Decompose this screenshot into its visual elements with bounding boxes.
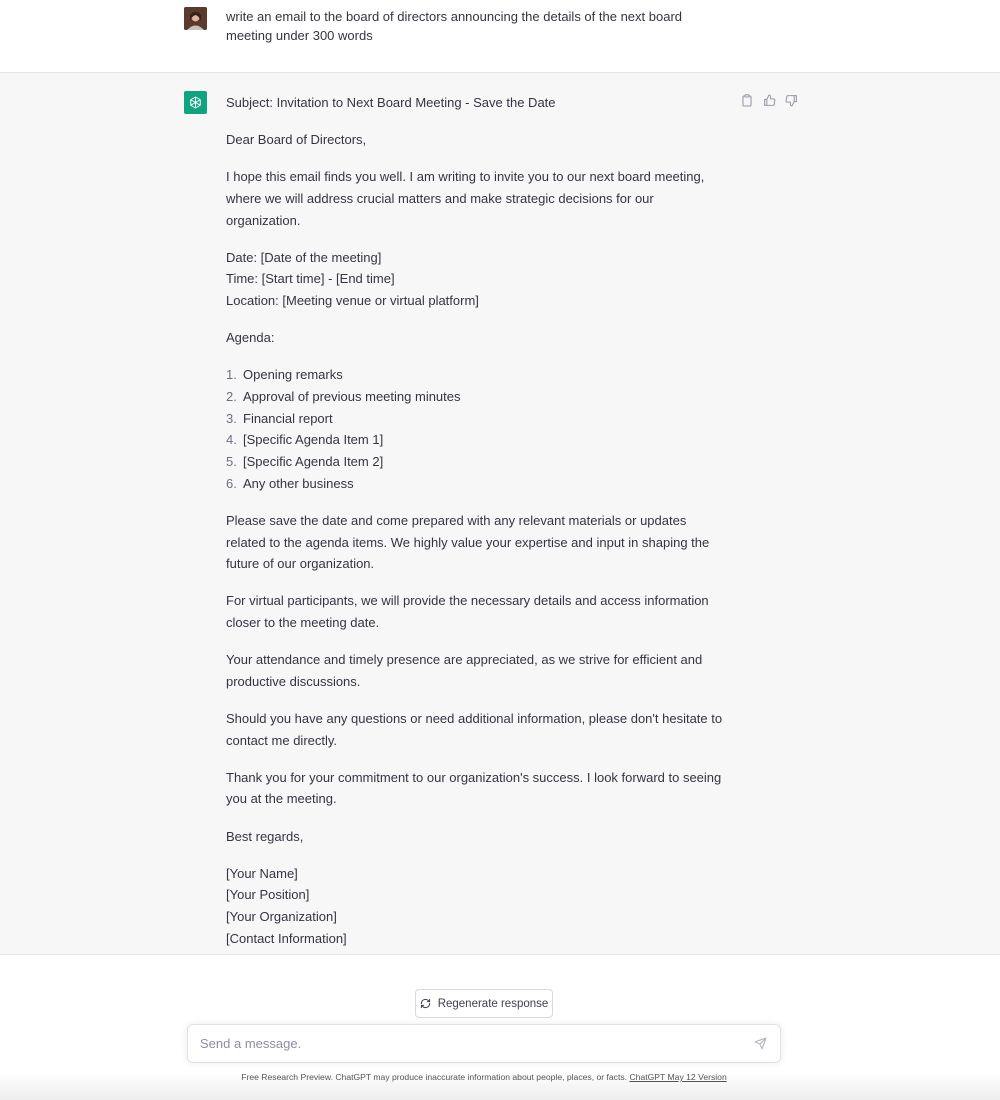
list-item-number: 2.	[226, 388, 237, 404]
list-item	[226, 408, 726, 430]
composer-area	[0, 955, 1000, 1100]
footer-text: Free Research Preview. ChatGPT may produce inaccurate information about people, places, or facts.	[241, 1072, 628, 1082]
thumbs-up-icon[interactable]	[762, 93, 776, 107]
email-paragraph-questions: Should you have any questions or need additional information, please don't hesitate to contact me directly.	[226, 710, 723, 748]
agenda-heading: Agenda:	[226, 330, 275, 346]
list-item	[226, 451, 726, 473]
user-avatar	[184, 7, 207, 30]
list-item-text: Any other business	[243, 475, 354, 491]
signature-contact: [Contact Information]	[226, 930, 347, 946]
email-paragraph-virtual: For virtual participants, we will provide the necessary details and access information closer to the meeting date.	[226, 593, 709, 631]
list-item-text: [Specific Agenda Item 2]	[243, 454, 384, 470]
list-item-text: Opening remarks	[243, 367, 343, 383]
email-greeting: Dear Board of Directors,	[226, 132, 367, 148]
list-item-text: Financial report	[243, 410, 333, 426]
list-item-number: 4.	[226, 432, 237, 448]
version-link[interactable]: ChatGPT May 12 Version	[629, 1072, 727, 1082]
chatgpt-logo-icon	[184, 91, 207, 114]
message-input-box	[187, 1024, 781, 1063]
email-closing: Best regards,	[226, 828, 304, 844]
list-item-text: [Specific Agenda Item 1]	[243, 432, 384, 448]
assistant-message-row	[0, 73, 1000, 955]
copy-icon[interactable]	[740, 93, 754, 107]
agenda-list	[226, 364, 726, 494]
email-paragraph-attendance: Your attendance and timely presence are appreciated, as we strive for efficient and productive discussions.	[226, 652, 703, 689]
email-paragraph-prepare: Please save the date and come prepared with any relevant materials or updates related to the agenda items. We highly value your expertise and input in shaping the future of our organization.	[226, 512, 710, 572]
email-intro: I hope this email finds you well. I am writing to invite you to our next board meeting, where we will address crucial matters and make strategic decisions for our organization.	[226, 169, 705, 228]
send-icon[interactable]	[754, 1037, 768, 1051]
signature-position: [Your Position]	[226, 887, 310, 903]
signature-organization: [Your Organization]	[226, 909, 337, 925]
message-input[interactable]	[200, 1025, 740, 1062]
thumbs-down-icon[interactable]	[784, 93, 798, 107]
refresh-icon	[420, 998, 431, 1009]
message-actions	[740, 93, 798, 107]
user-message-text: write an email to the board of directors announcing the details of the next board meeting under 300 words	[226, 9, 683, 43]
list-item-number: 3.	[226, 410, 237, 426]
assistant-message-text	[226, 92, 726, 965]
list-item-number: 5.	[226, 454, 237, 470]
user-message-row	[0, 0, 1000, 73]
email-signature	[226, 863, 726, 950]
list-item	[226, 473, 726, 495]
regenerate-button[interactable]	[415, 989, 553, 1018]
meeting-time: Time: [Start time] - [End time]	[226, 271, 395, 287]
list-item-number: 1.	[226, 367, 237, 383]
meeting-location: Location: [Meeting venue or virtual platform]	[226, 293, 479, 309]
signature-name: [Your Name]	[226, 865, 298, 881]
meeting-details	[226, 247, 726, 312]
list-item-text: Approval of previous meeting minutes	[243, 388, 461, 404]
regenerate-label: Regenerate response	[437, 997, 549, 1010]
meeting-date: Date: [Date of the meeting]	[226, 249, 382, 265]
email-paragraph-thanks: Thank you for your commitment to our organization's success. I look forward to seeing you at the meeting.	[226, 769, 722, 807]
list-item	[226, 386, 726, 408]
email-subject: Subject: Invitation to Next Board Meeting - Save the Date	[226, 95, 556, 110]
list-item	[226, 429, 726, 451]
footer-disclaimer	[0, 1072, 968, 1082]
list-item-number: 6.	[226, 475, 237, 491]
list-item	[226, 364, 726, 386]
